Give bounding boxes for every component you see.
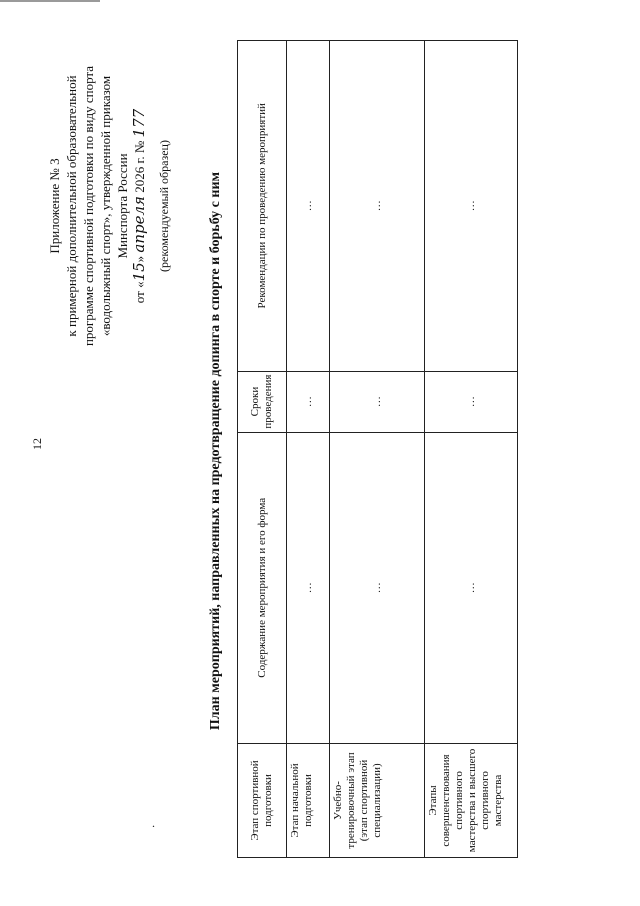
date-day: 15: [130, 262, 148, 282]
header-stage: Этап спортивной подготовки: [238, 743, 287, 857]
appendix-line: Минспорта России: [115, 153, 130, 259]
date-mid: »: [132, 255, 147, 263]
page-number: 12: [30, 438, 44, 450]
cell-content: …: [330, 432, 425, 743]
cell-terms: …: [425, 371, 518, 432]
table-header-row: [238, 41, 287, 858]
table-row: [425, 41, 518, 858]
order-number: 177: [130, 108, 148, 138]
header-content: Содержание мероприятия и его форма: [238, 432, 287, 743]
appendix-line: к примерной дополнительной образовательной: [64, 75, 79, 337]
plan-title: План мероприятий, направленных на предотвращение допинга в спорте и борьбу с ним: [208, 171, 223, 731]
cell-terms: …: [287, 371, 330, 432]
date-year: 2026 г. №: [132, 140, 147, 193]
date-month: апреля: [130, 196, 148, 253]
cell-recommendations: …: [425, 41, 518, 372]
order-date-line: [131, 26, 148, 386]
cell-terms: …: [330, 371, 425, 432]
appendix-line: программе спортивной подготовки по виду спорта: [81, 65, 96, 347]
table-row: [330, 41, 425, 858]
appendix-subtitle: (рекомендуемый образец): [157, 140, 171, 272]
cell-content: …: [287, 432, 330, 743]
cell-stage: Этапы совершенствования спортивного мастерства и высшего спортивного мастерства: [425, 743, 518, 857]
appendix-line: «водолыжный спорт», утвержденной приказом: [98, 75, 113, 337]
cell-stage: Этап начальной подготовки: [287, 743, 330, 857]
cell-recommendations: …: [330, 41, 425, 372]
cell-content: …: [425, 432, 518, 743]
cell-recommendations: …: [287, 41, 330, 372]
margin-mark: .: [152, 816, 155, 830]
plan-table: [237, 40, 518, 858]
header-recommendations: Рекомендации по проведению мероприятий: [238, 41, 287, 372]
appendix-header: [46, 26, 173, 386]
date-prefix: от «: [132, 281, 147, 304]
header-terms: Сроки проведения: [238, 371, 287, 432]
table-row: [287, 41, 330, 858]
appendix-line: Приложение № 3: [47, 158, 62, 254]
cell-stage: Учебно-тренировочный этап (этап спортивной специализации): [330, 743, 425, 857]
